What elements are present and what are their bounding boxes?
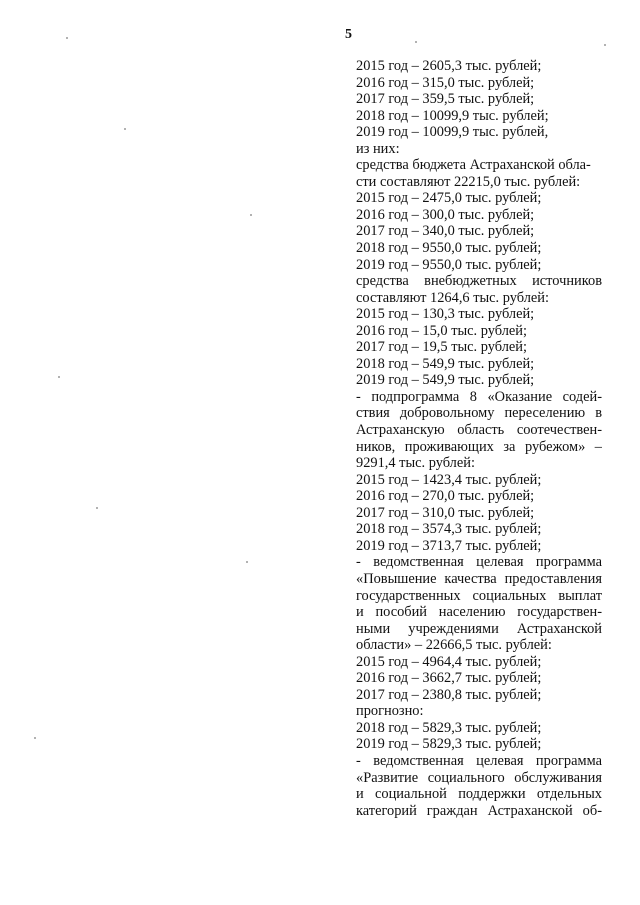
- text-line: 2015 год – 2475,0 тыс. рублей;: [356, 190, 542, 207]
- text-line: 2017 год – 359,5 тыс. рублей;: [356, 91, 535, 108]
- scan-speck: [250, 214, 252, 216]
- text-line: 2019 год – 549,9 тыс. рублей;: [356, 372, 535, 389]
- text-line: средства внебюджетных источников: [356, 273, 602, 290]
- page-number: 5: [345, 27, 352, 42]
- text-line: - ведомственная целевая программа: [356, 752, 602, 769]
- text-line: 2017 год – 340,0 тыс. рублей;: [356, 223, 535, 240]
- text-line: области» – 22666,5 тыс. рублей:: [356, 637, 552, 654]
- text-line: прогнозно:: [356, 703, 424, 720]
- text-line: 2016 год – 270,0 тыс. рублей;: [356, 488, 535, 505]
- text-line: 2018 год – 3574,3 тыс. рублей;: [356, 521, 542, 538]
- text-line: и пособий населению государствен-: [356, 604, 602, 621]
- text-line: 2019 год – 9550,0 тыс. рублей;: [356, 256, 542, 273]
- text-line: 2015 год – 4964,4 тыс. рублей;: [356, 653, 542, 670]
- text-line: категорий граждан Астраханской об-: [356, 802, 602, 819]
- text-line: средства бюджета Астраханской обла-: [356, 157, 591, 174]
- text-line: ствия добровольному переселению в: [356, 405, 602, 422]
- text-line: 2015 год – 2605,3 тыс. рублей;: [356, 58, 542, 74]
- text-line: 2018 год – 10099,9 тыс. рублей;: [356, 107, 549, 124]
- text-line: «Повышение качества предоставления: [356, 570, 602, 587]
- scan-speck: [96, 507, 98, 509]
- text-line: 2018 год – 549,9 тыс. рублей;: [356, 355, 535, 372]
- text-line: 2015 год – 1423,4 тыс. рублей;: [356, 471, 542, 488]
- text-line: ников, проживающих за рубежом» –: [356, 438, 602, 455]
- text-line: 2017 год – 2380,8 тыс. рублей;: [356, 686, 542, 703]
- scan-speck: [34, 737, 36, 739]
- scan-speck: [415, 41, 417, 43]
- text-line: Астраханскую область соотечествен-: [356, 422, 602, 439]
- text-line: сти составляют 22215,0 тыс. рублей:: [356, 173, 581, 190]
- text-line: 2017 год – 19,5 тыс. рублей;: [356, 339, 527, 356]
- text-line: - подпрограмма 8 «Оказание содей-: [356, 388, 602, 405]
- text-line: 9291,4 тыс. рублей:: [356, 455, 475, 472]
- text-line: 2015 год – 130,3 тыс. рублей;: [356, 306, 535, 323]
- text-line: и социальной поддержки отдельных: [356, 786, 602, 803]
- text-line: ными учреждениями Астраханской: [356, 620, 602, 637]
- text-line: «Развитие социального обслуживания: [356, 769, 602, 786]
- text-line: составляют 1264,6 тыс. рублей:: [356, 289, 549, 306]
- text-line: 2019 год – 5829,3 тыс. рублей;: [356, 736, 542, 753]
- text-line: 2019 год – 10099,9 тыс. рублей,: [356, 124, 549, 141]
- text-line: 2017 год – 310,0 тыс. рублей;: [356, 504, 535, 521]
- text-line: 2019 год – 3713,7 тыс. рублей;: [356, 537, 542, 554]
- scan-speck: [124, 128, 126, 130]
- scan-speck: [604, 44, 606, 46]
- scan-speck: [66, 37, 68, 39]
- scan-speck: [58, 376, 60, 378]
- text-line: 2016 год – 3662,7 тыс. рублей;: [356, 670, 542, 687]
- text-line: 2016 год – 315,0 тыс. рублей;: [356, 74, 535, 91]
- text-line: из них:: [356, 140, 400, 157]
- text-line: 2018 год – 9550,0 тыс. рублей;: [356, 240, 542, 257]
- text-line: 2016 год – 300,0 тыс. рублей;: [356, 206, 535, 223]
- text-column: [356, 58, 602, 819]
- text-line: 2016 год – 15,0 тыс. рублей;: [356, 322, 527, 339]
- text-line: - ведомственная целевая программа: [356, 554, 602, 571]
- scan-speck: [246, 561, 248, 563]
- text-line: 2018 год – 5829,3 тыс. рублей;: [356, 719, 542, 736]
- text-line: государственных социальных выплат: [356, 587, 602, 604]
